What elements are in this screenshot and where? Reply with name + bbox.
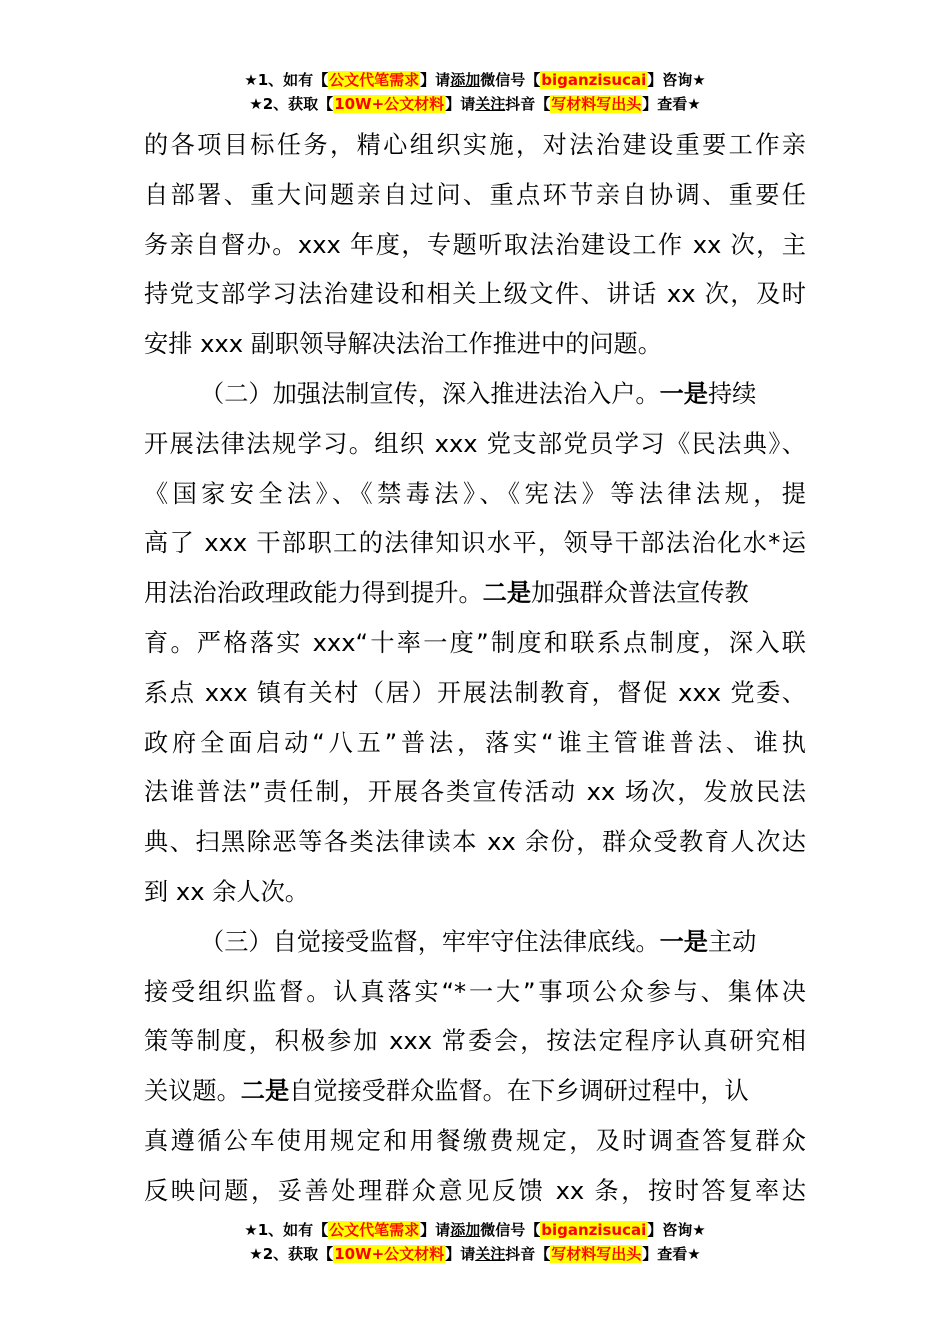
body-line: 接受组织监督。认真落实“*一大”事项公众参与、集体决 (144, 977, 806, 1006)
body-line: 育。严格落实 xxx“十率一度”制度和联系点制度，深入联 (144, 628, 806, 657)
document-body (144, 121, 806, 1217)
body-line: 用法治治政理政能力得到提升。二是加强群众普法宣传教 (144, 579, 749, 608)
body-line: 反映问题，妥善处理群众意见反馈 xx 条，按时答复率达 (144, 1176, 806, 1205)
section-heading-2: （二）加强法制宣传，深入推进法治入户。一是持续 (200, 379, 757, 408)
highlight-service: 公文代笔需求 (329, 1221, 420, 1239)
highlight-service: 公文代笔需求 (329, 71, 420, 89)
body-line: 真遵循公车使用规定和用餐缴费规定，及时调查答复群众 (144, 1126, 806, 1155)
banner-line-2: ★2、获取【10W+公文材料】请关注抖音【写材料写出头】查看★ (249, 95, 701, 113)
body-line: 高了 xxx 干部职工的法律知识水平，领导干部法治化水*运 (144, 529, 806, 558)
body-line: 政府全面启动“八五”普法，落实“谁主管谁普法、谁执 (144, 728, 806, 757)
banner-line-1: ★1、如有【公文代笔需求】请添加微信号【biganzisucai】咨询★ (244, 1221, 706, 1239)
body-line: 开展法律法规学习。组织 xxx 党支部党员学习《民法典》、 (144, 429, 806, 458)
body-line: 安排 xxx 副职领导解决法治工作推进中的问题。 (144, 330, 662, 359)
body-line: 的各项目标任务，精心组织实施，对法治建设重要工作亲 (144, 131, 806, 159)
footer-banner (0, 1218, 950, 1266)
highlight-douyin: 写材料写出头 (551, 95, 642, 113)
highlight-wechat-id: biganzisucai (541, 1221, 647, 1239)
body-line: 务亲自督办。xxx 年度，专题听取法治建设工作 xx 次，主 (144, 230, 806, 259)
body-line: 典、扫黑除恶等各类法律读本 xx 余份，群众受教育人次达 (144, 828, 806, 857)
section-heading-3: （三）自觉接受监督，牢牢守住法律底线。一是主动 (200, 927, 757, 956)
highlight-wechat-id: biganzisucai (541, 71, 647, 89)
body-line: 法谁普法”责任制，开展各类宣传活动 xx 场次，发放民法 (144, 778, 806, 807)
banner-line-1: ★1、如有【公文代笔需求】请添加微信号【biganzisucai】咨询★ (244, 71, 706, 89)
highlight-materials: 10W+公文材料 (334, 95, 445, 113)
highlight-douyin: 写材料写出头 (551, 1245, 642, 1263)
highlight-materials: 10W+公文材料 (334, 1245, 445, 1263)
body-line: 《国家安全法》、《禁毒法》、《宪法》等法律法规，提 (144, 479, 806, 508)
body-line: 持党支部学习法治建设和相关上级文件、讲话 xx 次，及时 (144, 280, 806, 309)
body-line: 策等制度，积极参加 xxx 常委会，按法定程序认真研究相 (144, 1027, 806, 1056)
banner-line-2: ★2、获取【10W+公文材料】请关注抖音【写材料写出头】查看★ (249, 1245, 701, 1263)
body-line: 系点 xxx 镇有关村（居）开展法制教育，督促 xxx 党委、 (144, 678, 806, 707)
header-banner (0, 68, 950, 116)
body-line: 自部署、重大问题亲自过问、重点环节亲自协调、重要任 (144, 180, 806, 209)
body-line: 关议题。二是自觉接受群众监督。在下乡调研过程中，认 (144, 1077, 749, 1106)
body-line: 到 xx 余人次。 (144, 877, 309, 906)
